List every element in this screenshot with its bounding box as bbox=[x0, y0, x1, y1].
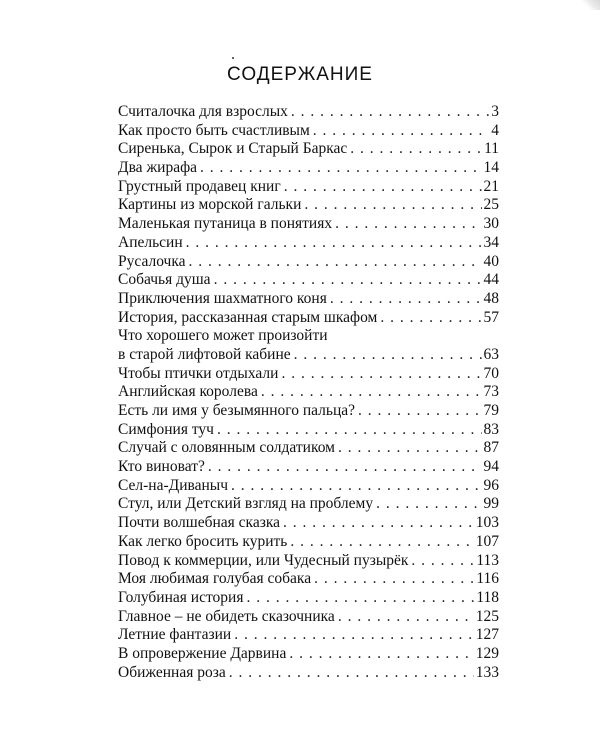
toc-entry-page-number: 3 bbox=[491, 103, 499, 120]
toc-entry-page-number: 103 bbox=[475, 514, 499, 532]
dot-leader bbox=[294, 346, 482, 365]
toc-entry-title: Случай с оловянным солдатиком bbox=[118, 439, 335, 457]
toc-entry-title: Сел-на-Диваныч bbox=[118, 476, 229, 494]
toc-entry-page-number: 21 bbox=[483, 177, 499, 195]
dot-leader bbox=[338, 608, 474, 627]
toc-entry-page-number: 96 bbox=[483, 476, 499, 494]
toc-entry bbox=[118, 645, 499, 664]
dot-leader bbox=[283, 514, 474, 533]
toc-entry bbox=[118, 570, 499, 589]
toc-entry bbox=[118, 290, 499, 309]
toc-entry-page-number: 48 bbox=[483, 289, 499, 307]
toc-entry-page-number: 63 bbox=[483, 345, 499, 363]
page-corner-shadow bbox=[582, 0, 600, 10]
dot-leader bbox=[376, 495, 481, 514]
dot-leader bbox=[214, 271, 482, 290]
toc-entry bbox=[118, 421, 499, 440]
toc-entry-title: Чтобы птички отдыхали bbox=[118, 364, 279, 382]
toc-entry-page-number: 70 bbox=[483, 364, 499, 382]
stray-dot bbox=[232, 57, 234, 59]
toc-entry-page-number: 25 bbox=[483, 196, 499, 214]
dot-leader bbox=[281, 365, 481, 384]
toc-entry bbox=[118, 477, 499, 496]
toc-entry-title: Маленькая путаница в понятиях bbox=[118, 215, 333, 233]
toc-entry-title: Считалочка для взрослых bbox=[118, 103, 288, 120]
toc-entry bbox=[118, 533, 499, 552]
toc-entry-page-number: 107 bbox=[475, 532, 499, 550]
toc-entry bbox=[118, 383, 499, 402]
toc-entry-page-number: 118 bbox=[476, 588, 499, 606]
dot-leader bbox=[314, 570, 474, 589]
toc-entry-page-number: 34 bbox=[483, 233, 499, 251]
toc-entry bbox=[118, 495, 499, 514]
toc-entry bbox=[118, 178, 499, 197]
toc-entry bbox=[118, 253, 499, 272]
dot-leader bbox=[338, 439, 482, 458]
dot-leader bbox=[246, 589, 474, 608]
toc-entry-title: Голубиная история bbox=[118, 588, 244, 606]
dot-leader bbox=[335, 215, 481, 234]
dot-leader bbox=[358, 402, 481, 421]
toc-entry-title: В опровержение Дарвина bbox=[118, 644, 287, 662]
toc-entry bbox=[118, 271, 499, 290]
dot-leader bbox=[189, 253, 482, 272]
toc-entry-page-number: 57 bbox=[483, 308, 499, 326]
dot-leader bbox=[291, 103, 489, 122]
toc-entry bbox=[118, 514, 499, 533]
toc-entry-page-number: 133 bbox=[475, 663, 499, 681]
toc-entry-page-number: 116 bbox=[476, 570, 499, 588]
toc-entry-page-number: 83 bbox=[483, 420, 499, 438]
toc-entry-title: Апельсин bbox=[118, 233, 183, 251]
toc-entry-page-number: 87 bbox=[483, 439, 499, 457]
toc-entry bbox=[118, 327, 499, 364]
toc-entry-title: Стул, или Детский взгляд на проблему bbox=[118, 495, 374, 513]
dot-leader bbox=[200, 159, 482, 178]
toc-entry bbox=[118, 234, 499, 253]
dot-leader bbox=[208, 458, 482, 477]
toc-entry-title: Как легко бросить курить bbox=[118, 532, 288, 550]
toc-entry-page-number: 79 bbox=[483, 402, 499, 420]
toc-entry bbox=[118, 626, 499, 645]
dot-leader bbox=[290, 533, 473, 552]
toc-entry bbox=[118, 196, 499, 215]
toc-entry bbox=[118, 552, 499, 571]
toc-entry bbox=[118, 140, 499, 159]
toc-entry-title: Летние фантазии bbox=[118, 626, 232, 644]
toc-entry-title: Русалочка bbox=[118, 252, 186, 270]
toc-entry-title: Повод к коммерции, или Чудесный пузырёк bbox=[118, 551, 409, 569]
toc-entry-title: Симфония туч bbox=[118, 420, 214, 438]
toc-entry-page-number: 4 bbox=[491, 121, 499, 139]
toc-entry bbox=[118, 122, 499, 141]
toc-entry-page-number: 129 bbox=[475, 644, 499, 662]
toc-entry-title: Обиженная роза bbox=[118, 663, 226, 681]
toc-entry-page-number: 40 bbox=[483, 252, 499, 270]
toc-entry-page-number: 30 bbox=[483, 215, 499, 233]
dot-leader bbox=[350, 140, 482, 159]
toc-entry-title: Кто виноват? bbox=[118, 458, 205, 476]
toc-entry-title: Картины из морской гальки bbox=[118, 196, 302, 214]
toc-entry bbox=[118, 458, 499, 477]
toc-entry-title: Английская королева bbox=[118, 383, 258, 401]
dot-leader bbox=[261, 383, 482, 402]
dot-leader bbox=[186, 234, 482, 253]
dot-leader bbox=[304, 196, 481, 215]
toc-entry bbox=[118, 664, 499, 683]
table-of-contents bbox=[118, 103, 499, 682]
toc-entry bbox=[118, 589, 499, 608]
toc-entry bbox=[118, 402, 499, 421]
toc-entry-page-number: 11 bbox=[484, 140, 499, 158]
toc-entry-page-number: 127 bbox=[475, 626, 499, 644]
dot-leader bbox=[217, 421, 482, 440]
toc-entry-title: Почти волшебная сказка bbox=[118, 514, 281, 532]
dot-leader bbox=[231, 477, 481, 496]
dot-leader bbox=[234, 626, 474, 645]
toc-entry-title: Главное – не обидеть сказочника bbox=[118, 607, 335, 625]
toc-entry bbox=[118, 215, 499, 234]
toc-entry-page-number: 44 bbox=[483, 271, 499, 289]
toc-entry-title: Есть ли имя у безымянного пальца? bbox=[118, 402, 356, 420]
toc-entry-title: Два жирафа bbox=[118, 159, 197, 177]
toc-entry-title: Грустный продавец книг bbox=[118, 177, 281, 195]
dot-leader bbox=[330, 290, 482, 309]
toc-entry bbox=[118, 309, 499, 328]
toc-entry-title: История, рассказанная старым шкафом bbox=[118, 308, 378, 326]
toc-entry-title: Моя любимая голубая собака bbox=[118, 570, 312, 588]
toc-entry-title: Собачья душа bbox=[118, 271, 211, 289]
toc-entry-page-number: 73 bbox=[483, 383, 499, 401]
toc-entry bbox=[118, 103, 499, 122]
toc-entry-title-line1: Что хорошего может произойти bbox=[118, 327, 328, 345]
toc-entry-page-number: 125 bbox=[475, 607, 499, 625]
toc-entry bbox=[118, 159, 499, 178]
dot-leader bbox=[313, 122, 489, 141]
toc-entry-page-number: 94 bbox=[483, 458, 499, 476]
toc-entry-page-number: 99 bbox=[483, 495, 499, 513]
toc-entry-page-number: 14 bbox=[483, 159, 499, 177]
toc-entry-title: Приключения шахматного коня bbox=[118, 289, 327, 307]
toc-entry-title: в старой лифтовой кабине bbox=[118, 345, 291, 363]
toc-entry-page-number: 113 bbox=[476, 551, 499, 569]
dot-leader bbox=[289, 645, 473, 664]
toc-entry-title: Как просто быть счастливым bbox=[118, 121, 310, 139]
toc-entry bbox=[118, 365, 499, 384]
dot-leader bbox=[229, 664, 474, 683]
page-title: СОДЕРЖАНИЕ bbox=[227, 64, 373, 85]
dot-leader bbox=[411, 552, 474, 571]
toc-entry bbox=[118, 439, 499, 458]
toc-entry bbox=[118, 608, 499, 627]
dot-leader bbox=[380, 309, 481, 328]
dot-leader bbox=[284, 178, 482, 197]
toc-entry-title: Сиренька, Сырок и Старый Баркас bbox=[118, 140, 348, 158]
